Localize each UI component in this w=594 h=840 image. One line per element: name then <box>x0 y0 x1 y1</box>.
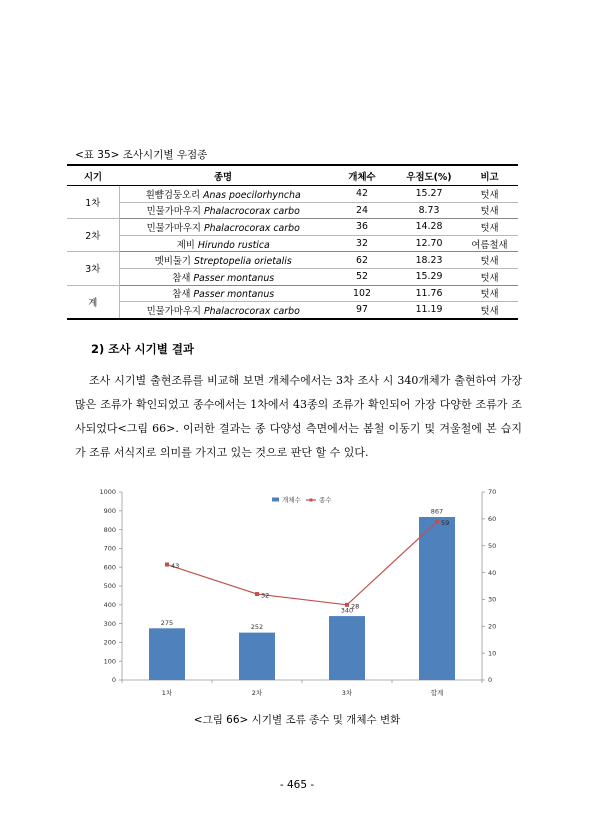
y-tick-label: 200 <box>103 638 116 647</box>
line-value-label: 59 <box>441 519 450 528</box>
y2-tick-label: 70 <box>488 488 497 497</box>
dominance-cell: 15.27 <box>397 186 461 203</box>
species-sci: Streptopelia orietalis <box>193 256 292 268</box>
bar-value-label: 867 <box>430 507 444 516</box>
period-cell: 계 <box>67 285 119 319</box>
y2-tick-label: 0 <box>488 676 493 685</box>
bar-value-label: 275 <box>160 618 174 627</box>
y-tick-label: 100 <box>103 657 116 666</box>
count-cell: 42 <box>327 186 397 203</box>
dominance-cell: 11.19 <box>397 302 461 319</box>
period-cell: 1차 <box>67 186 119 219</box>
species-kr: 참새 <box>172 289 191 301</box>
table-row <box>67 268 518 285</box>
species-kr: 제비 <box>176 239 195 251</box>
table-row <box>67 219 518 236</box>
body-paragraph: 조사 시기별 출현조류를 비교해 보면 개체수에서는 3차 조사 시 340개체가 출현하여 가장 많은 조류가 확인되었고 종수에서는 1차에서 43종의 조류가 확인되어 가장 다양한 조류가 조사되었다<그림 66>. 이러한 결과는 종 다양성 측면에서는 봄철 이동기 및 겨울철에 본 습지가 조류 서식지로 의미를 가지고 있는 것으로 판단 할 수 있다. <box>75 374 522 459</box>
note-cell: 텃새 <box>461 285 518 302</box>
table-row <box>67 235 518 252</box>
period-cell: 2차 <box>67 219 119 252</box>
header-period: 시기 <box>67 165 119 186</box>
dominance-cell: 11.76 <box>397 285 461 302</box>
x-tick-label: 2차 <box>251 689 263 697</box>
species-kr: 민물가마우지 <box>146 206 201 218</box>
y2-tick-label: 60 <box>488 515 497 524</box>
species-kr: 멧비둘기 <box>154 256 191 268</box>
table-row <box>67 252 518 269</box>
y-tick-label: 900 <box>103 507 116 515</box>
legend-marker <box>310 499 313 502</box>
species-sci: Hirundo rustica <box>197 239 270 251</box>
line-marker <box>165 563 169 567</box>
dominance-cell: 12.70 <box>397 235 461 252</box>
header-dominance: 우점도(%) <box>397 165 461 186</box>
species-sci: Phalacrocorax carbo <box>203 222 300 234</box>
table-row <box>67 285 518 302</box>
dominant-species-table <box>67 164 518 320</box>
y2-tick-label: 30 <box>488 595 497 604</box>
species-kr: 참새 <box>172 272 191 284</box>
species-cell <box>119 252 327 269</box>
note-cell: 여름철새 <box>461 235 518 252</box>
species-kr: 흰뺨검둥오리 <box>145 189 201 201</box>
note-cell: 텃새 <box>461 219 518 236</box>
species-line <box>167 522 437 605</box>
x-tick-label: 3차 <box>341 689 353 697</box>
count-cell: 52 <box>327 268 397 285</box>
species-sci: Phalacrocorax carbo <box>203 305 300 317</box>
bar <box>239 633 275 680</box>
count-cell: 102 <box>327 285 397 302</box>
y-tick-label: 700 <box>103 544 116 553</box>
y-tick-label: 1000 <box>99 488 116 497</box>
note-cell: 텃새 <box>461 302 518 319</box>
species-sci: Phalacrocorax carbo <box>203 206 300 218</box>
x-tick-label: 합계 <box>430 689 444 697</box>
species-kr: 민물가마우지 <box>146 222 201 234</box>
y-tick-label: 0 <box>111 676 116 685</box>
y-tick-label: 300 <box>103 619 116 628</box>
bar <box>419 517 455 680</box>
y-tick-label: 500 <box>103 582 116 591</box>
count-cell: 97 <box>327 302 397 319</box>
note-cell: 텃새 <box>461 202 518 219</box>
figure-caption: <그림 66> 시기별 조류 종수 및 개체수 변화 <box>193 714 401 726</box>
note-cell: 텃새 <box>461 268 518 285</box>
line-value-label: 28 <box>351 602 360 611</box>
species-kr: 민물가마우지 <box>146 305 201 317</box>
bar-value-label: 252 <box>250 623 264 632</box>
species-cell <box>119 302 327 319</box>
table-row <box>67 302 518 319</box>
species-cell <box>119 235 327 252</box>
legend-label: 종수 <box>319 495 332 504</box>
count-cell: 62 <box>327 252 397 269</box>
line-marker <box>345 603 349 607</box>
legend-swatch-bar <box>272 498 279 502</box>
line-value-label: 43 <box>171 562 180 571</box>
period-cell: 3차 <box>67 252 119 285</box>
line-marker <box>255 592 259 596</box>
species-cell <box>119 219 327 236</box>
table-row <box>67 202 518 219</box>
species-sci: Passer montanus <box>193 289 275 301</box>
line-marker <box>435 520 439 524</box>
y2-tick-label: 40 <box>488 568 497 577</box>
legend-label: 개체수 <box>282 495 301 504</box>
species-cell <box>119 186 327 203</box>
species-cell <box>119 202 327 219</box>
note-cell: 텃새 <box>461 252 518 269</box>
page-number: - 465 - <box>279 779 315 791</box>
bar <box>149 628 185 680</box>
y-tick-label: 800 <box>103 525 116 534</box>
y-tick-label: 400 <box>103 601 116 609</box>
header-note: 비고 <box>461 165 518 186</box>
table-header-row <box>67 165 518 186</box>
y-tick-label: 600 <box>103 563 116 572</box>
species-cell <box>119 268 327 285</box>
line-value-label: 32 <box>261 591 270 600</box>
dominance-cell: 15.29 <box>397 268 461 285</box>
bar-value-label: 340 <box>340 606 354 615</box>
note-cell: 텃새 <box>461 186 518 203</box>
species-sci: Passer montanus <box>193 272 275 284</box>
count-cell: 24 <box>327 202 397 219</box>
dominance-cell: 8.73 <box>397 202 461 219</box>
y2-tick-label: 50 <box>488 541 497 550</box>
table-row <box>67 186 518 203</box>
species-cell <box>119 285 327 302</box>
species-sci: Anas poecilorhyncha <box>203 189 301 201</box>
header-species: 종명 <box>119 165 327 186</box>
count-cell: 32 <box>327 235 397 252</box>
count-cell: 36 <box>327 219 397 236</box>
y2-tick-label: 20 <box>488 622 497 631</box>
dominance-cell: 14.28 <box>397 219 461 236</box>
section-heading: 2) 조사 시기별 결과 <box>91 342 195 356</box>
dominance-cell: 18.23 <box>397 252 461 269</box>
x-tick-label: 1차 <box>161 689 173 697</box>
y2-tick-label: 10 <box>488 649 497 658</box>
species-count-chart <box>90 484 510 706</box>
bar <box>329 616 365 680</box>
table-caption: <표 35> 조사시기별 우점종 <box>75 149 208 161</box>
header-count: 개체수 <box>327 165 397 186</box>
